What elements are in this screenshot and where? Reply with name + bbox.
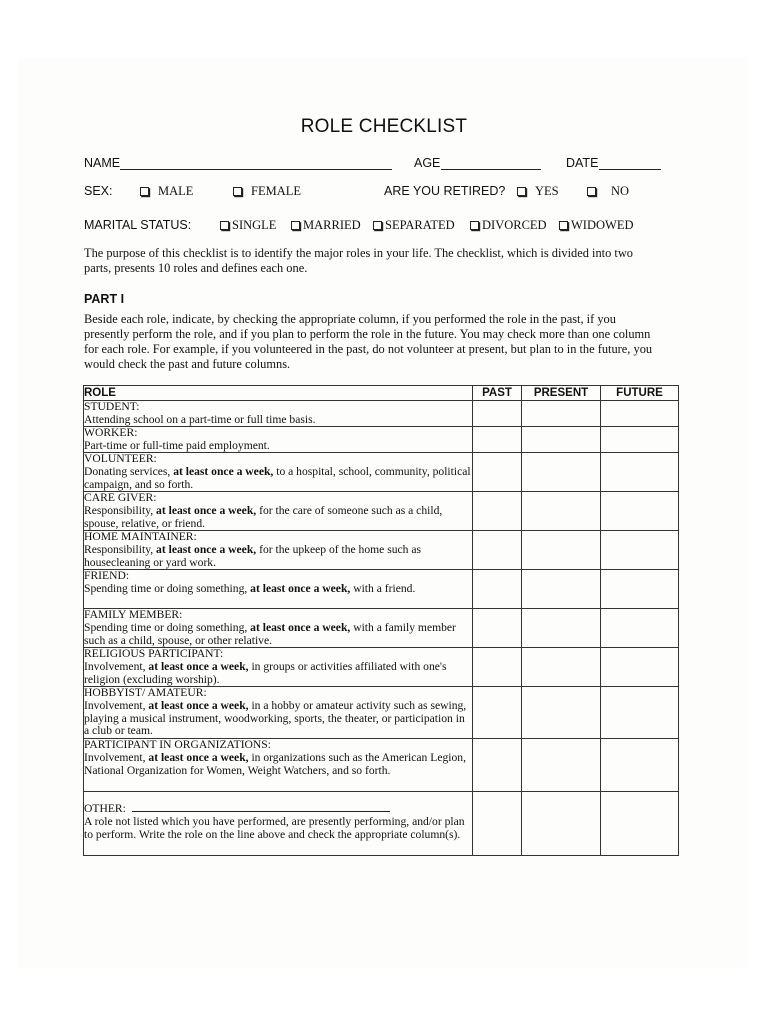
- role-name: HOME MAINTAINER:: [84, 530, 197, 544]
- intro-paragraph: The purpose of this checklist is to identify the major roles in your life. The checklist, which is divided into two parts, presents 10 roles and defines each one.: [84, 246, 633, 275]
- past-check-cell[interactable]: [473, 739, 522, 792]
- role-name: WORKER:: [84, 426, 138, 440]
- past-check-cell[interactable]: [473, 492, 522, 531]
- present-check-cell[interactable]: [522, 401, 601, 427]
- role-column-header: ROLE: [84, 386, 473, 401]
- role-name: FAMILY MEMBER:: [84, 608, 183, 622]
- role-name: VOLUNTEER:: [84, 452, 157, 466]
- other-role-input[interactable]: [132, 802, 390, 812]
- checkbox-icon: [517, 187, 526, 196]
- future-check-cell[interactable]: [601, 453, 679, 492]
- role-description: A role not listed which you have performed, are presently performing, and/or plan to perform. Write the role on the line above and check the appropriate column(s).: [84, 814, 465, 841]
- future-check-cell[interactable]: [601, 609, 679, 648]
- role-name: RELIGIOUS PARTICIPANT:: [84, 647, 224, 661]
- name-field[interactable]: [120, 169, 392, 170]
- present-check-cell[interactable]: [522, 531, 601, 570]
- role-name: FRIEND:: [84, 569, 130, 583]
- marital-status-label: MARITAL STATUS:: [84, 218, 192, 232]
- past-check-cell[interactable]: [473, 609, 522, 648]
- past-check-cell[interactable]: [473, 570, 522, 609]
- table-row: [84, 453, 679, 492]
- marital-option-divorced[interactable]: DIVORCED: [470, 218, 547, 233]
- other-role-name: OTHER:: [84, 802, 472, 816]
- future-check-cell[interactable]: [601, 531, 679, 570]
- marital-option-separated[interactable]: SEPARATED: [373, 218, 455, 233]
- checkbox-icon: [291, 221, 300, 230]
- future-check-cell[interactable]: [601, 648, 679, 687]
- role-cell: [84, 792, 473, 856]
- table-row: [84, 492, 679, 531]
- role-description: Part-time or full-time paid employment.: [84, 438, 270, 452]
- past-check-cell[interactable]: [473, 401, 522, 427]
- role-cell: [84, 453, 473, 492]
- date-field[interactable]: [599, 169, 661, 170]
- checkbox-icon: [559, 221, 568, 230]
- table-row: [84, 531, 679, 570]
- checkbox-icon: [587, 187, 596, 196]
- age-field[interactable]: [441, 169, 541, 170]
- role-cell: [84, 531, 473, 570]
- future-check-cell[interactable]: [601, 492, 679, 531]
- role-description: Donating services, at least once a week, to a hospital, school, community, political campaign, and so forth.: [84, 464, 471, 491]
- retired-label: ARE YOU RETIRED?: [384, 184, 506, 198]
- checkbox-icon: [140, 187, 149, 196]
- past-check-cell[interactable]: [473, 427, 522, 453]
- table-row: [84, 648, 679, 687]
- checkbox-icon: [470, 221, 479, 230]
- role-description: Involvement, at least once a week, in a hobby or amateur activity such as sewing, playing a musical instrument, woodworking, sports, the theater, or participation in a club or team.: [84, 698, 467, 738]
- past-check-cell[interactable]: [473, 531, 522, 570]
- present-check-cell[interactable]: [522, 609, 601, 648]
- role-name: HOBBYIST/ AMATEUR:: [84, 686, 207, 700]
- role-name: CARE GIVER:: [84, 491, 157, 505]
- role-cell: [84, 739, 473, 792]
- present-check-cell[interactable]: [522, 739, 601, 792]
- age-label: AGE: [414, 156, 441, 170]
- form-title: ROLE CHECKLIST: [300, 116, 468, 137]
- retired-option-no[interactable]: NO: [587, 184, 629, 199]
- marital-option-married[interactable]: MARRIED: [291, 218, 361, 233]
- role-table: [83, 385, 679, 856]
- role-name: PARTICIPANT IN ORGANIZATIONS:: [84, 738, 271, 752]
- role-cell: [84, 401, 473, 427]
- role-description: Spending time or doing something, at least once a week, with a family member such as a child, spouse, or other relative.: [84, 620, 456, 647]
- marital-option-widowed[interactable]: WIDOWED: [559, 218, 633, 233]
- future-check-cell[interactable]: [601, 427, 679, 453]
- name-label: NAME: [84, 156, 121, 170]
- table-row: [84, 427, 679, 453]
- table-header-row: [84, 386, 679, 401]
- future-check-cell[interactable]: [601, 401, 679, 427]
- sex-label: SEX:: [84, 184, 113, 198]
- checkbox-icon: [373, 221, 382, 230]
- table-row: [84, 401, 679, 427]
- sex-option-female[interactable]: FEMALE: [233, 184, 301, 199]
- date-label: DATE: [566, 156, 599, 170]
- present-check-cell[interactable]: [522, 792, 601, 856]
- table-row: [84, 687, 679, 739]
- role-description: Involvement, at least once a week, in groups or activities affiliated with one's religion (excluding worship).: [84, 659, 447, 686]
- present-check-cell[interactable]: [522, 687, 601, 739]
- present-check-cell[interactable]: [522, 492, 601, 531]
- table-row: [84, 609, 679, 648]
- present-column-header: PRESENT: [522, 386, 601, 401]
- past-check-cell[interactable]: [473, 453, 522, 492]
- part-title: PART I: [84, 292, 125, 306]
- table-row: [84, 792, 679, 856]
- future-column-header: FUTURE: [601, 386, 679, 401]
- role-cell: [84, 492, 473, 531]
- role-description: Attending school on a part-time or full time basis.: [84, 412, 316, 426]
- role-cell: [84, 648, 473, 687]
- present-check-cell[interactable]: [522, 427, 601, 453]
- past-check-cell[interactable]: [473, 687, 522, 739]
- retired-option-yes[interactable]: YES: [517, 184, 559, 199]
- future-check-cell[interactable]: [601, 687, 679, 739]
- part-instructions: Beside each role, indicate, by checking the appropriate column, if you performed the role in the past, if you presently perform the role, and if you plan to perform the role in the future. You may check more than one column for each role. For example, if you volunteered in the past, do not volunteer at present, but plan to in the future, you would check the past and future columns.: [84, 312, 653, 371]
- role-description: Spending time or doing something, at least once a week, with a friend.: [84, 581, 416, 595]
- checkbox-icon: [233, 187, 242, 196]
- role-description: Involvement, at least once a week, in organizations such as the American Legion, National Organization for Women, Weight Watchers, and so forth.: [84, 750, 466, 777]
- past-column-header: PAST: [473, 386, 522, 401]
- past-check-cell[interactable]: [473, 648, 522, 687]
- checkbox-icon: [220, 221, 229, 230]
- future-check-cell[interactable]: [601, 739, 679, 792]
- role-name: STUDENT:: [84, 400, 140, 413]
- table-row: [84, 570, 679, 609]
- role-cell: [84, 570, 473, 609]
- sex-option-male[interactable]: MALE: [140, 184, 193, 199]
- future-check-cell[interactable]: [601, 792, 679, 856]
- future-check-cell[interactable]: [601, 570, 679, 609]
- past-check-cell[interactable]: [473, 792, 522, 856]
- present-check-cell[interactable]: [522, 648, 601, 687]
- present-check-cell[interactable]: [522, 570, 601, 609]
- role-description: Responsibility, at least once a week, for the upkeep of the home such as housecleaning or yard work.: [84, 542, 422, 569]
- role-description: Responsibility, at least once a week, for the care of someone such as a child, spouse, relative, or friend.: [84, 503, 443, 530]
- role-cell: [84, 427, 473, 453]
- table-row: [84, 739, 679, 792]
- marital-option-single[interactable]: SINGLE: [220, 218, 276, 233]
- role-cell: [84, 609, 473, 648]
- present-check-cell[interactable]: [522, 453, 601, 492]
- role-cell: [84, 687, 473, 739]
